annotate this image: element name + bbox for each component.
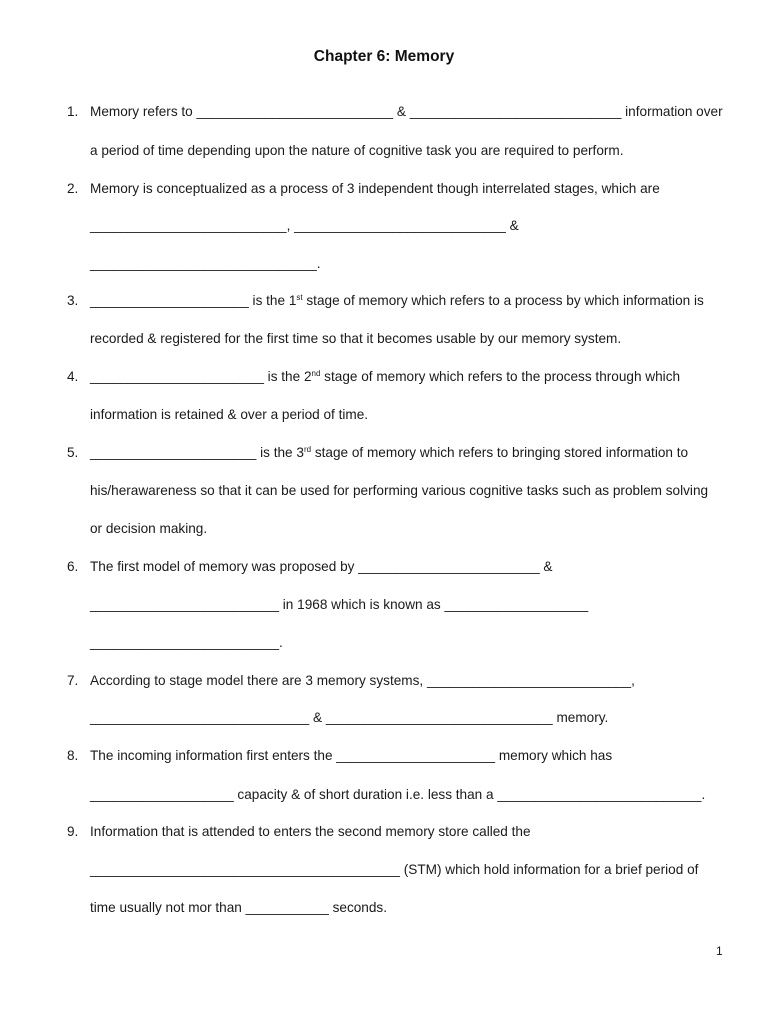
question-number: 9.: [67, 824, 79, 839]
question-text-line: __________________________, ____________________________ &: [90, 218, 519, 233]
question-number: 6.: [67, 559, 79, 574]
question-number: 4.: [67, 369, 79, 384]
question-text-line: ______________________________.: [90, 256, 321, 271]
question-text-line: time usually not mor than ___________ seconds.: [90, 900, 387, 915]
ordinal: 1: [288, 293, 297, 308]
question-text-line: his/herawareness so that it can be used for performing various cognitive tasks such as problem solving: [90, 483, 709, 498]
answer-blank: _______________________: [90, 369, 264, 384]
question-text-line: Memory is conceptualized as a process of 3 independent though interrelated stages, which are: [90, 181, 660, 196]
question-text-line: a period of time depending upon the nature of cognitive task you are required to perform.: [90, 143, 624, 158]
question-text-line: The first model of memory was proposed by ________________________ &: [90, 559, 553, 574]
question-text-line: Information that is attended to enters the second memory store called the: [90, 824, 531, 839]
question-text-line: Memory refers to __________________________ & ____________________________ information over: [90, 104, 723, 119]
question-text-line: ___________________ capacity & of short duration i.e. less than a ___________________________.: [90, 787, 706, 802]
question-text-line: _________________________.: [90, 635, 283, 650]
ordinal-suffix: rd: [303, 445, 312, 454]
question-number: 7.: [67, 673, 79, 688]
question-number: 8.: [67, 748, 79, 763]
question-text-line: The incoming information first enters the _____________________ memory which has: [90, 748, 613, 763]
question-number: 1.: [67, 104, 79, 119]
question-text-line: ______________________ is the 3rd stage of memory which refers to bringing stored information to: [90, 445, 689, 460]
question-number: 5.: [67, 445, 79, 460]
page-title: Chapter 6: Memory: [313, 48, 455, 65]
ordinal-suffix: nd: [311, 369, 321, 378]
question-text-line: _________________________________________ (STM) which hold information for a brief period of: [90, 862, 699, 877]
question-text-line: information is retained & over a period of time.: [90, 407, 369, 422]
question-text-line: According to stage model there are 3 memory systems, ___________________________,: [90, 673, 635, 688]
ordinal: 2: [303, 369, 312, 384]
question-number: 3.: [67, 293, 79, 308]
ordinal: 3: [296, 445, 304, 460]
answer-blank: ______________________: [90, 445, 257, 460]
ordinal-suffix: st: [296, 293, 303, 302]
question-text-line: _____________________________ & ______________________________ memory.: [90, 710, 609, 725]
question-text-line: _________________________ in 1968 which is known as ___________________: [90, 597, 589, 612]
answer-blank: _____________________: [90, 293, 249, 308]
question-text-line: _______________________ is the 2nd stage of memory which refers to the process through which: [90, 369, 681, 384]
question-text-line: _____________________ is the 1st stage of memory which refers to a process by which information is: [90, 293, 704, 308]
page-number: 1: [716, 944, 723, 958]
question-text-line: recorded & registered for the first time so that it becomes usable by our memory system.: [90, 331, 622, 346]
question-text-line: or decision making.: [90, 521, 208, 536]
question-number: 2.: [67, 181, 79, 196]
